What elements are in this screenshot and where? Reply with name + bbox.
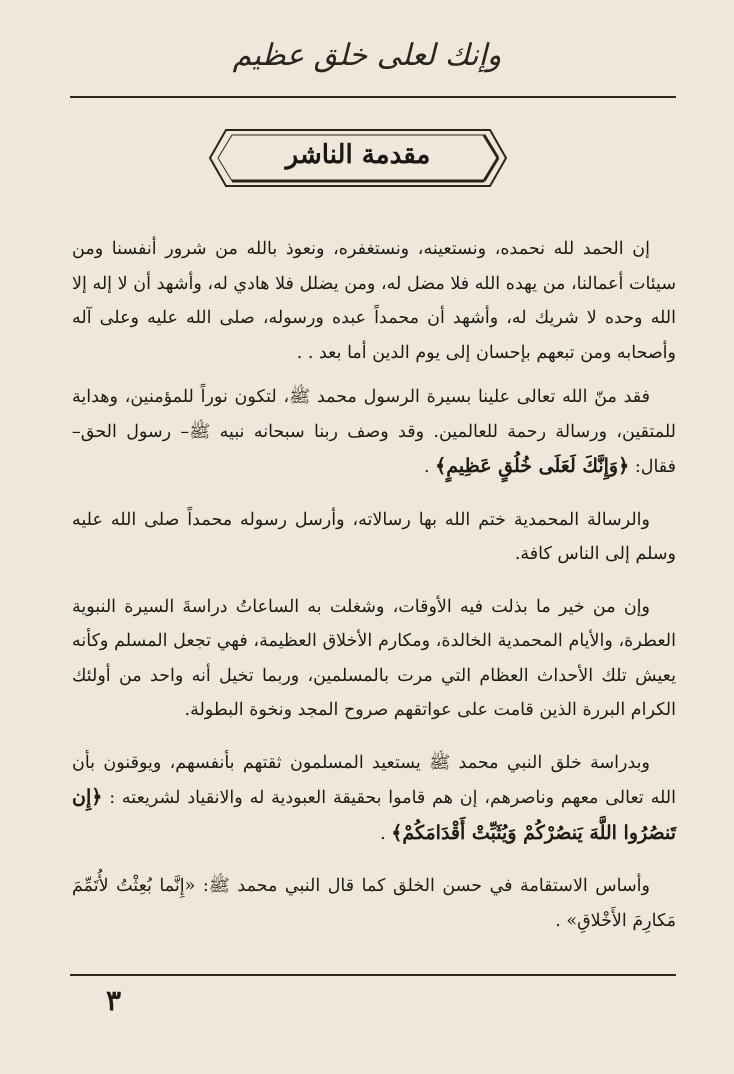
section-heading: مقدمة الناشر [285,140,431,170]
paragraph-text: وأساس الاستقامة في حسن الخلق كما قال النبي محمد ﷺ: [202,876,650,896]
quran-verse: ﴿وَإِنَّكَ لَعَلَى خُلُقٍ عَظِيمٍ﴾ [435,455,630,477]
paragraph-text: فقد منّ الله تعالى علينا بسيرة الرسول محمد ﷺ، لتكون نوراً للمؤمنين، وهداية للمتقين، ورسالة رحمة للعالمين. وقد وصف ربنا سبحانه نبيه ﷺ– رسول الحق– فقال: [72,387,676,477]
quran-verse: ﴿إِن تَنصُرُوا اللَّهَ يَنصُرْكُمْ وَيُثَبِّتْ أَقْدَامَكُمْ﴾ [72,786,676,844]
paragraph-text: وبدراسة خلق النبي محمد ﷺ يستعيد المسلمون ثقتهم بأنفسهم، ويوقنون بأن الله تعالى معهم وناصرهم، إن هم قاموا بحقيقة العبودية له والانقياد لشريعته : [72,752,676,808]
section-heading-frame [208,128,508,188]
verse-period: . [423,457,430,477]
footer-rule [70,974,676,976]
verse-period: . [380,823,386,844]
hadith-quote: «إِنَّما بُعِثْتُ لأُتَمِّمَ مَكارِمَ الأَخْلاقِ» [72,876,676,931]
paragraph: وإن من خير ما بذلت فيه الأوقات، وشغلت به الساعاتُ دراسةَ السيرة النبوية العطرة، والأيام المحمدية الخالدة، ومكارم الأخلاق العظيمة، فهي تجعل المسلم وكأنه يعيش تلك الأحداث العظام التي مرت بالمسلمين، وربما تخيل أنه واحد من أولئك الكرام البررة الذين قامت على عواتقهم صروح المجد ونخوة البطولة. [72,596,676,720]
running-header-calligraphy: وإنك لعلى خلق عظيم [232,38,502,73]
paragraph [72,746,676,852]
body-text [72,232,676,938]
page-number: ٣ [106,984,122,1017]
paragraph: إن الحمد لله نحمده، ونستعينه، ونستغفره، ونعوذ بالله من شرور أنفسنا ومن سيئات أعمالنا، من يهده الله فلا مضل له، ومن يضلل فلا هادي له، وأشهد أن لا إله إلا الله وحده لا شريك له، وأشهد أن محمداً عبده ورسوله، صلى الله عليه وعلى آله وأصحابه ومن تبعهم بإحسان إلى يوم الدين أما بعد . . [72,239,676,363]
paragraph [72,869,676,938]
paragraph: والرسالة المحمدية ختم الله بها رسالاته، وأرسل رسوله محمداً صلى الله عليه وسلم إلى الناس كافة. [72,509,676,564]
header-rule [70,96,676,98]
paragraph [72,380,676,485]
quote-period: . [555,910,561,931]
